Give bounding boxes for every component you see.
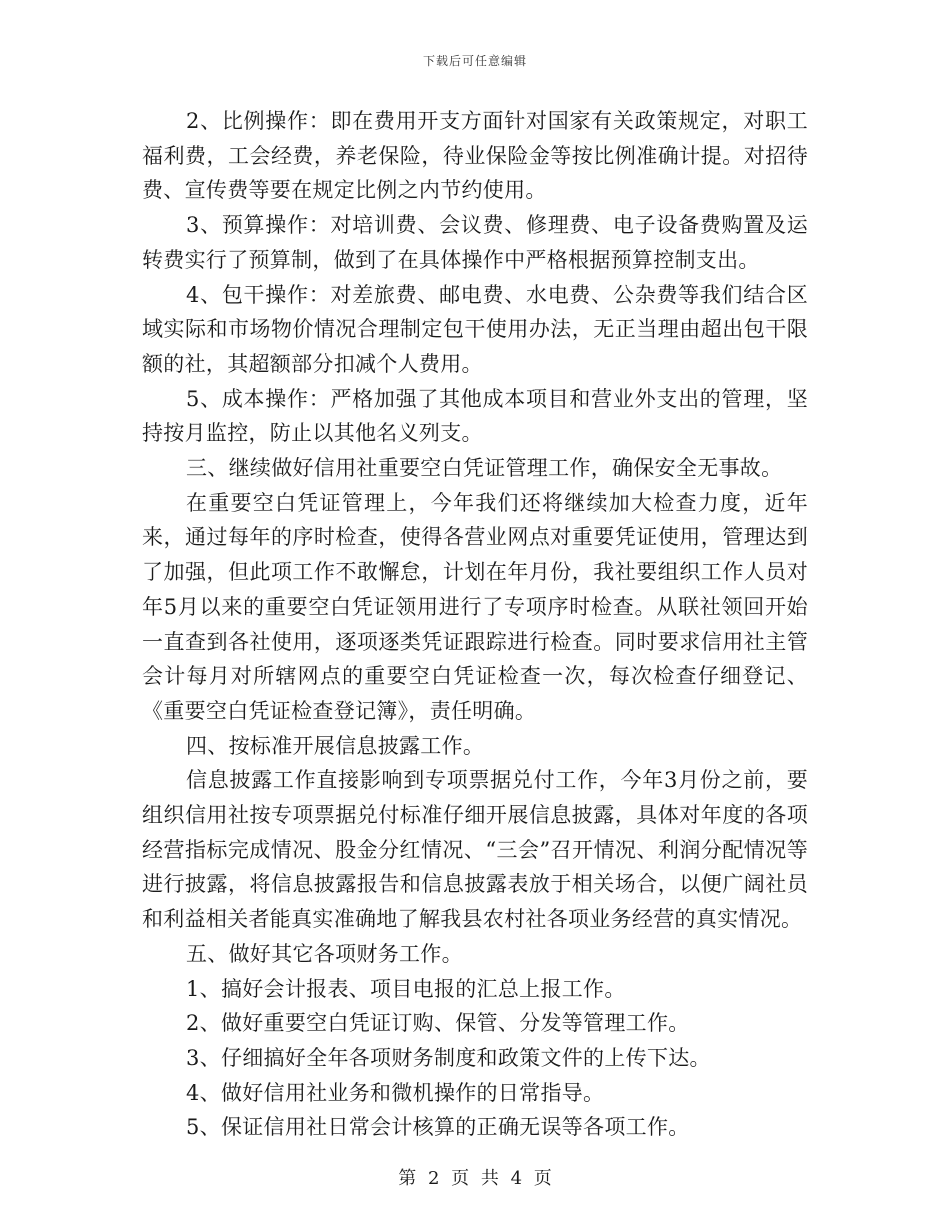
paragraph-lump-sum-operation: 4、包干操作：对差旅费、邮电费、水电费、公杂费等我们结合区域实际和市场物价情况合理制定包干使用办法，无正当理由超出包干限额的社，其超额部分扣减个人费用。 [142,282,808,376]
paragraph-voucher-management: 在重要空白凭证管理上，今年我们还将继续加大检查力度，近年来，通过每年的序时检查，使得各营业网点对重要凭证使用，管理达到了加强，但此项工作不敢懈怠，计划在年月份，我社要组织工作人员对年5月以来的重要空白凭证领用进行了专项序时检查。从联社领回开始一直查到各社使用，逐项逐类凭证跟踪进行检查。同时要求信用社主管会计每月对所辖网点的重要空白凭证检查一次，每次检查仔细登记、《重要空白凭证检查登记簿》，责任明确。 [142,490,808,723]
list-item-voucher-handling: 2、做好重要空白凭证订购、保管、分发等管理工作。 [186,1011,690,1036]
section-heading-voucher-management: 三、继续做好信用社重要空白凭证管理工作，确保安全无事故。 [186,456,783,481]
list-item-reports: 1、搞好会计报表、项目电报的汇总上报工作。 [186,976,626,1001]
paragraph-ratio-operation: 2、比例操作：即在费用开支方面针对国家有关政策规定，对职工福利费，工会经费，养老保险，待业保险金等按比例准确计提。对招待费、宣传费等要在规定比例之内节约使用。 [142,109,808,203]
section-heading-information-disclosure: 四、按标准开展信息披露工作。 [186,733,485,758]
page-header-note: 下载后可任意编辑 [422,54,527,68]
paragraph-information-disclosure: 信息披露工作直接影响到专项票据兑付工作，今年3月份之前，要组织信用社按专项票据兑付标准仔细开展信息披露，具体对年度的各项经营指标完成情况、股金分红情况、“三会”召开情况、利润分配情况等进行披露，将信息披露报告和信息披露表放于相关场合，以便广阔社员和利益相关者能真实准确地了解我县农村社各项业务经营的真实情况。 [142,768,808,932]
list-item-accounting-accuracy: 5、保证信用社日常会计核算的正确无误等各项工作。 [186,1115,690,1140]
list-item-policy-distribution: 3、仔细搞好全年各项财务制度和政策文件的上传下达。 [186,1045,711,1070]
document-body [142,104,808,1145]
section-heading-other-financial-work: 五、做好其它各项财务工作。 [186,941,463,966]
page-number-footer: 第 2 页 共 4 页 [398,1168,552,1189]
paragraph-budget-operation: 3、预算操作：对培训费、会议费、修理费、电子设备费购置及运转费实行了预算制，做到了在具体操作中严格根据预算控制支出。 [142,213,808,272]
list-item-daily-guidance: 4、做好信用社业务和微机操作的日常指导。 [186,1080,605,1105]
paragraph-cost-operation: 5、成本操作：严格加强了其他成本项目和营业外支出的管理，坚持按月监控，防止以其他名义列支。 [142,386,808,446]
